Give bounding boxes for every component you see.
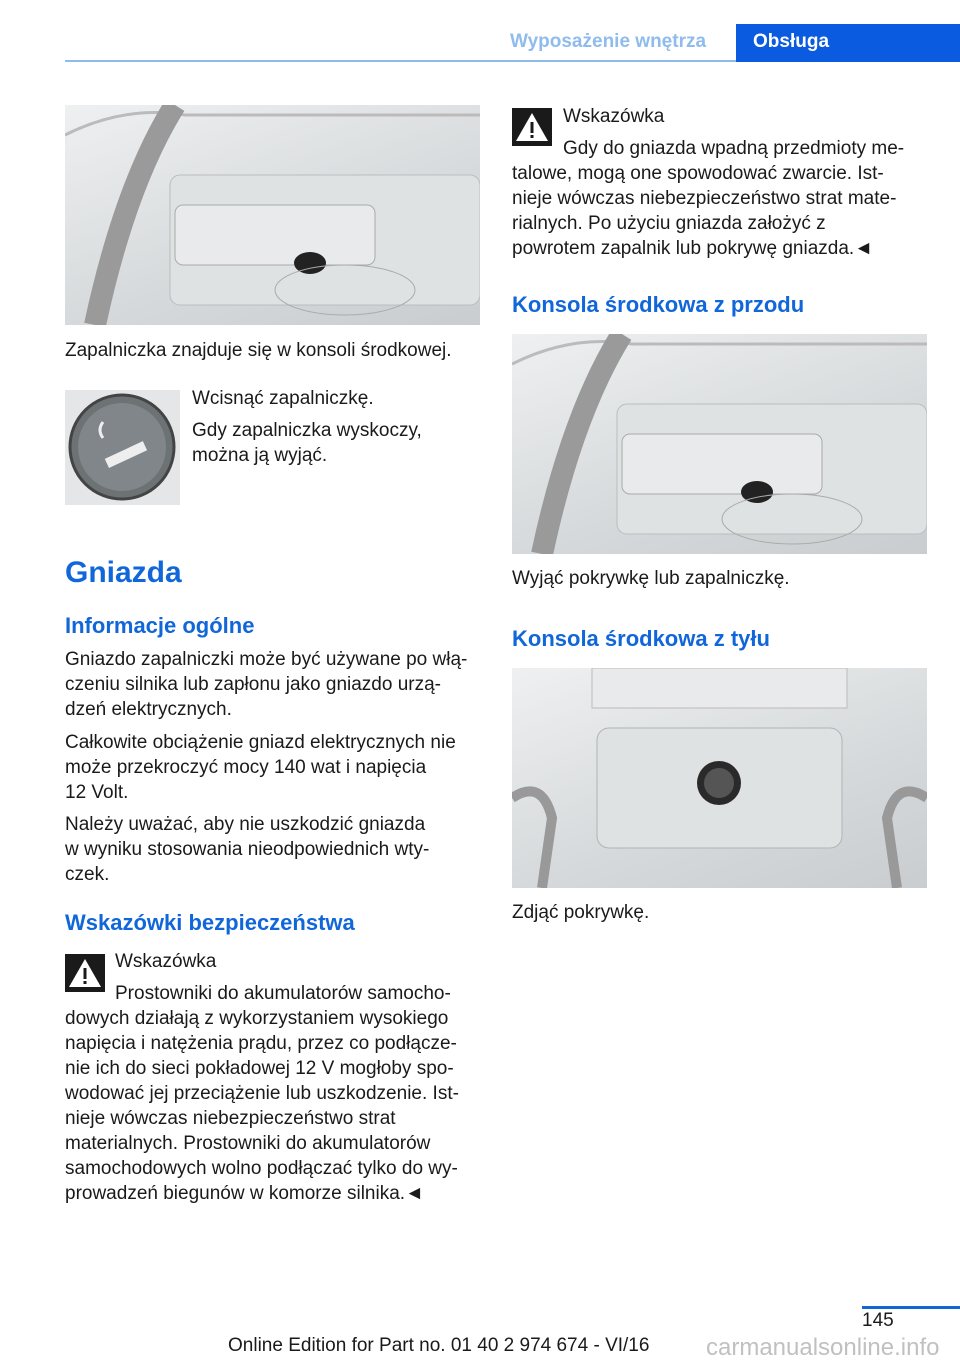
caption-rear-console: Zdjąć pokrywkę. xyxy=(512,902,650,923)
caption-front-console: Wyjąć pokrywkę lub zapalniczkę. xyxy=(512,568,790,589)
warning-icon xyxy=(512,108,552,146)
warning-text-first: Gdy do gniazda wpadną przedmioty me- xyxy=(563,138,905,159)
subheading-general: Informacje ogólne xyxy=(65,613,255,638)
edition-text: Online Edition for Part no. 01 40 2 974 674 - VI/16 xyxy=(228,1335,650,1356)
warning-title: Wskazówka xyxy=(563,106,665,127)
lighter-popup-text: Gdy zapalniczka wyskoczy, można ją wyjąć. xyxy=(192,420,422,466)
paragraph: Należy uważać, aby nie uszkodzić gniazda w wyniku stosowania nieodpowiednich wty- czek. xyxy=(65,814,430,885)
header-section[interactable]: Wyposażenie wnętrza xyxy=(510,31,707,52)
caption-lighter-location: Zapalniczka znajduje się w konsoli środkowej. xyxy=(65,340,452,361)
footer-rule xyxy=(862,1306,960,1309)
watermark: carmanualsonline.info xyxy=(706,1334,940,1361)
warning-title: Wskazówka xyxy=(115,951,217,972)
page-number: 145 xyxy=(862,1310,894,1331)
paragraph: Gniazdo zapalniczki może być używane po włą- czeniu silnika lub zapłonu jako gniazdo urzą- dzeń elektrycznych. xyxy=(65,649,468,720)
rear-console-socket-image xyxy=(512,668,927,888)
warning-text: Prostowniki do akumulatorów samocho- dowych działają z wykorzystaniem wysokiego napięcia i natężenia prądu, przez co podłącze- nie ich do sieci pokładowej 12 V mogłoby spo- wodować jej przeciążenie lub uszkodzenie. Ist- nieje wówczas niebezpieczeństwo strat materialnych. Prostowniki do akumulatorów samochodowych wolno podłączać tylko do wy- prowadzeń biegunów w komorze silnika.◄ xyxy=(65,983,459,1204)
warning-text: talowe, mogą one spowodować zwarcie. Ist- nieje wówczas niebezpieczeństwo strat mate- rialnych. Po użyciu gniazda założyć z powrotem zapalnik lub pokrywę gniazda.◄ xyxy=(512,163,897,259)
front-console-image xyxy=(65,105,480,325)
section-title: Gniazda xyxy=(65,556,182,589)
subheading-safety: Wskazówki bezpieczeństwa xyxy=(65,910,355,935)
subheading-front-console: Konsola środkowa z przodu xyxy=(512,292,805,317)
press-lighter-text: Wcisnąć zapalniczkę. xyxy=(192,388,374,409)
front-console-socket-image xyxy=(512,334,927,554)
lighter-button-image xyxy=(65,390,180,505)
header-tab-active[interactable]: Obsługa xyxy=(736,24,960,62)
paragraph: Całkowite obciążenie gniazd elektrycznych nie może przekroczyć mocy 140 wat i napięcia 12 Volt. xyxy=(65,732,456,803)
subheading-rear-console: Konsola środkowa z tyłu xyxy=(512,626,770,651)
